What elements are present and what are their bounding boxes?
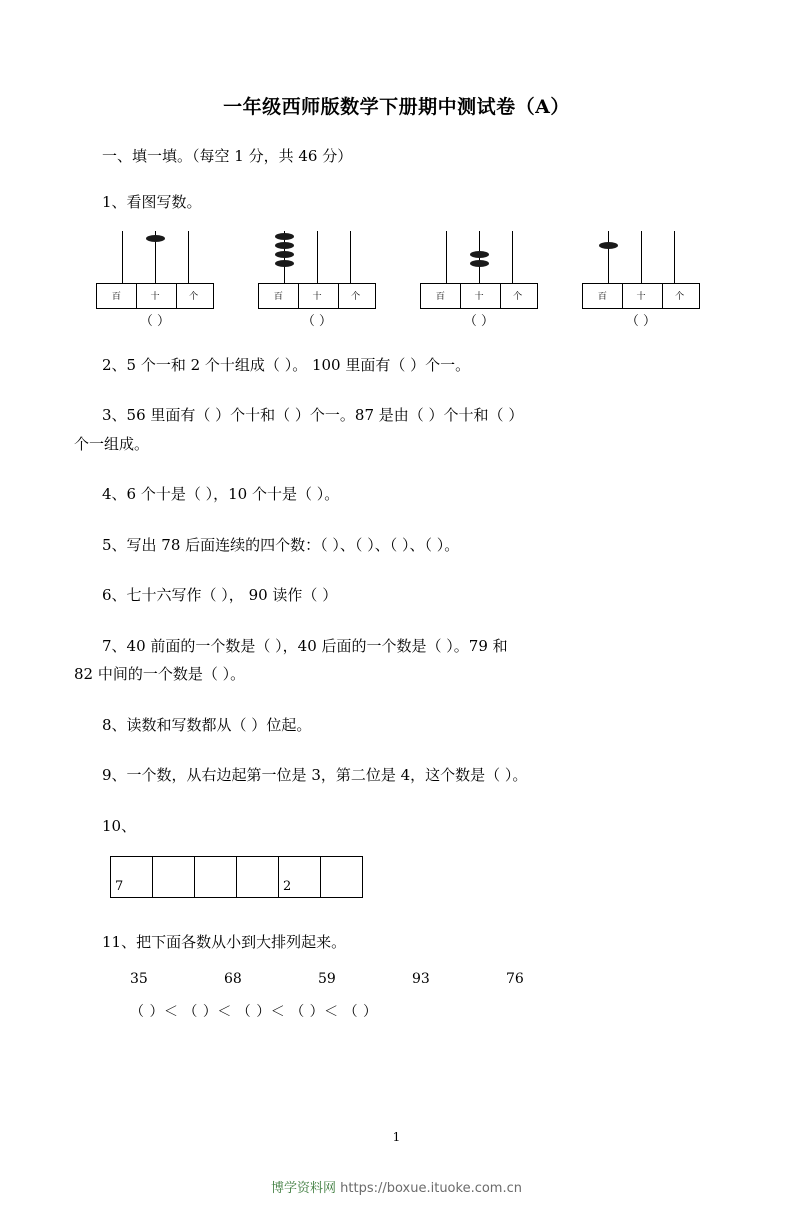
question-8: 8、读数和写数都从（ ）位起。 — [102, 715, 312, 734]
question-11-answer-blanks: （ ）＜ （ ）＜ （ ）＜ （ ）＜ （ ） — [130, 1003, 378, 1020]
abacus-label-ones: 个 — [513, 292, 523, 302]
rod-ones — [350, 231, 351, 283]
abacus-frame — [96, 283, 214, 309]
table-cell-2[interactable] — [153, 857, 195, 898]
table-row — [111, 857, 363, 898]
footer — [0, 1177, 793, 1196]
bead-icon — [470, 251, 489, 258]
rod-hundreds — [122, 231, 123, 283]
section-heading: 一、填一填。（每空 1 分，共 46 分） — [102, 147, 353, 165]
table-cell-3[interactable] — [195, 857, 237, 898]
rod-hundreds — [446, 231, 447, 283]
abacus-frame — [420, 283, 538, 309]
frame-divider — [500, 284, 501, 308]
question-11: 11、把下面各数从小到大排列起来。 — [102, 933, 347, 951]
abacus-label-hundreds: 百 — [273, 292, 283, 302]
abacus-figure-group — [96, 231, 719, 329]
abacus-3 — [420, 231, 538, 329]
bead-icon — [146, 235, 165, 242]
bead-icon — [470, 260, 489, 267]
bead-icon — [599, 242, 618, 249]
abacus-label-tens: 十 — [474, 292, 484, 302]
question-2: 2、5 个一和 2 个十组成（ ）。 100 里面有（ ）个一。 — [102, 355, 471, 374]
abacus-1 — [96, 231, 214, 329]
question-1: 1、看图写数。 — [102, 193, 202, 211]
frame-divider — [298, 284, 299, 308]
frame-divider — [460, 284, 461, 308]
bead-icon — [275, 260, 294, 267]
abacus-rods — [96, 231, 214, 283]
question-5: 5、写出 78 后面连续的四个数：（ ）、（ ）、（ ）、（ ）。 — [102, 535, 460, 554]
abacus-2 — [258, 231, 376, 329]
abacus-rods — [582, 231, 700, 283]
abacus-label-hundreds: 百 — [597, 292, 607, 302]
question-7 — [74, 632, 719, 689]
abacus-rods — [420, 231, 538, 283]
abacus-label-hundreds: 百 — [435, 292, 445, 302]
page-title: 一年级西师版数学下册期中测试卷（A） — [223, 96, 570, 118]
abacus-label-ones: 个 — [351, 292, 361, 302]
rod-ones — [674, 231, 675, 283]
abacus-label-hundreds: 百 — [111, 292, 121, 302]
abacus-label-tens: 十 — [150, 292, 160, 302]
number-item-3: 59 — [318, 970, 336, 987]
bead-icon — [275, 251, 294, 258]
footer-brand: 博学资料网 — [270, 1181, 336, 1196]
number-item-5: 76 — [506, 970, 524, 987]
frame-divider — [338, 284, 339, 308]
table-cell-4[interactable] — [237, 857, 279, 898]
abacus-answer-blank: （ ） — [463, 313, 495, 329]
exam-page — [0, 92, 793, 1214]
abacus-frame — [258, 283, 376, 309]
question-9: 9、一个数，从右边起第一位是 3，第二位是 4，这个数是（ ）。 — [102, 766, 528, 784]
number-item-4: 93 — [412, 970, 430, 987]
question-7-line-2: 82 中间的一个数是（ ）。 — [74, 665, 246, 683]
abacus-answer-blank: （ ） — [139, 313, 171, 329]
question-3 — [74, 401, 719, 458]
abacus-frame — [582, 283, 700, 309]
abacus-label-ones: 个 — [675, 292, 685, 302]
frame-divider — [622, 284, 623, 308]
abacus-answer-blank: （ ） — [625, 313, 657, 329]
question-4: 4、6 个十是（ ），10 个十是（ ）。 — [102, 485, 340, 503]
abacus-label-tens: 十 — [636, 292, 646, 302]
bead-icon — [275, 233, 294, 240]
rod-ones — [512, 231, 513, 283]
abacus-label-ones: 个 — [189, 292, 199, 302]
footer-url: https://boxue.ituoke.com.cn — [340, 1181, 522, 1196]
question-7-line-1: 7、40 前面的一个数是（ ），40 后面的一个数是（ ）。79 和 — [102, 636, 508, 655]
number-sequence-table — [110, 856, 363, 898]
page-number: 1 — [392, 1130, 401, 1144]
table-cell-6[interactable] — [321, 857, 363, 898]
rod-tens — [641, 231, 642, 283]
abacus-label-tens: 十 — [312, 292, 322, 302]
number-item-2: 68 — [224, 970, 242, 987]
question-6: 6、七十六写作（ ）， 90 读作（ ） — [102, 586, 338, 604]
question-3-line-2: 个一组成。 — [74, 434, 150, 453]
rod-hundreds — [608, 231, 609, 283]
question-3-line-1: 3、56 里面有（ ）个十和（ ）个一。87 是由（ ）个十和（ ） — [102, 406, 524, 424]
frame-divider — [176, 284, 177, 308]
rod-tens — [317, 231, 318, 283]
abacus-answer-blank: （ ） — [301, 313, 333, 329]
number-item-1: 35 — [130, 970, 148, 987]
abacus-4 — [582, 231, 700, 329]
bead-icon — [275, 242, 294, 249]
abacus-rods — [258, 231, 376, 283]
frame-divider — [662, 284, 663, 308]
table-cell-1[interactable]: 7 — [111, 857, 153, 898]
table-cell-5[interactable]: 2 — [279, 857, 321, 898]
question-11-numbers — [130, 971, 719, 987]
frame-divider — [136, 284, 137, 308]
rod-ones — [188, 231, 189, 283]
question-10: 10、 — [102, 816, 137, 835]
